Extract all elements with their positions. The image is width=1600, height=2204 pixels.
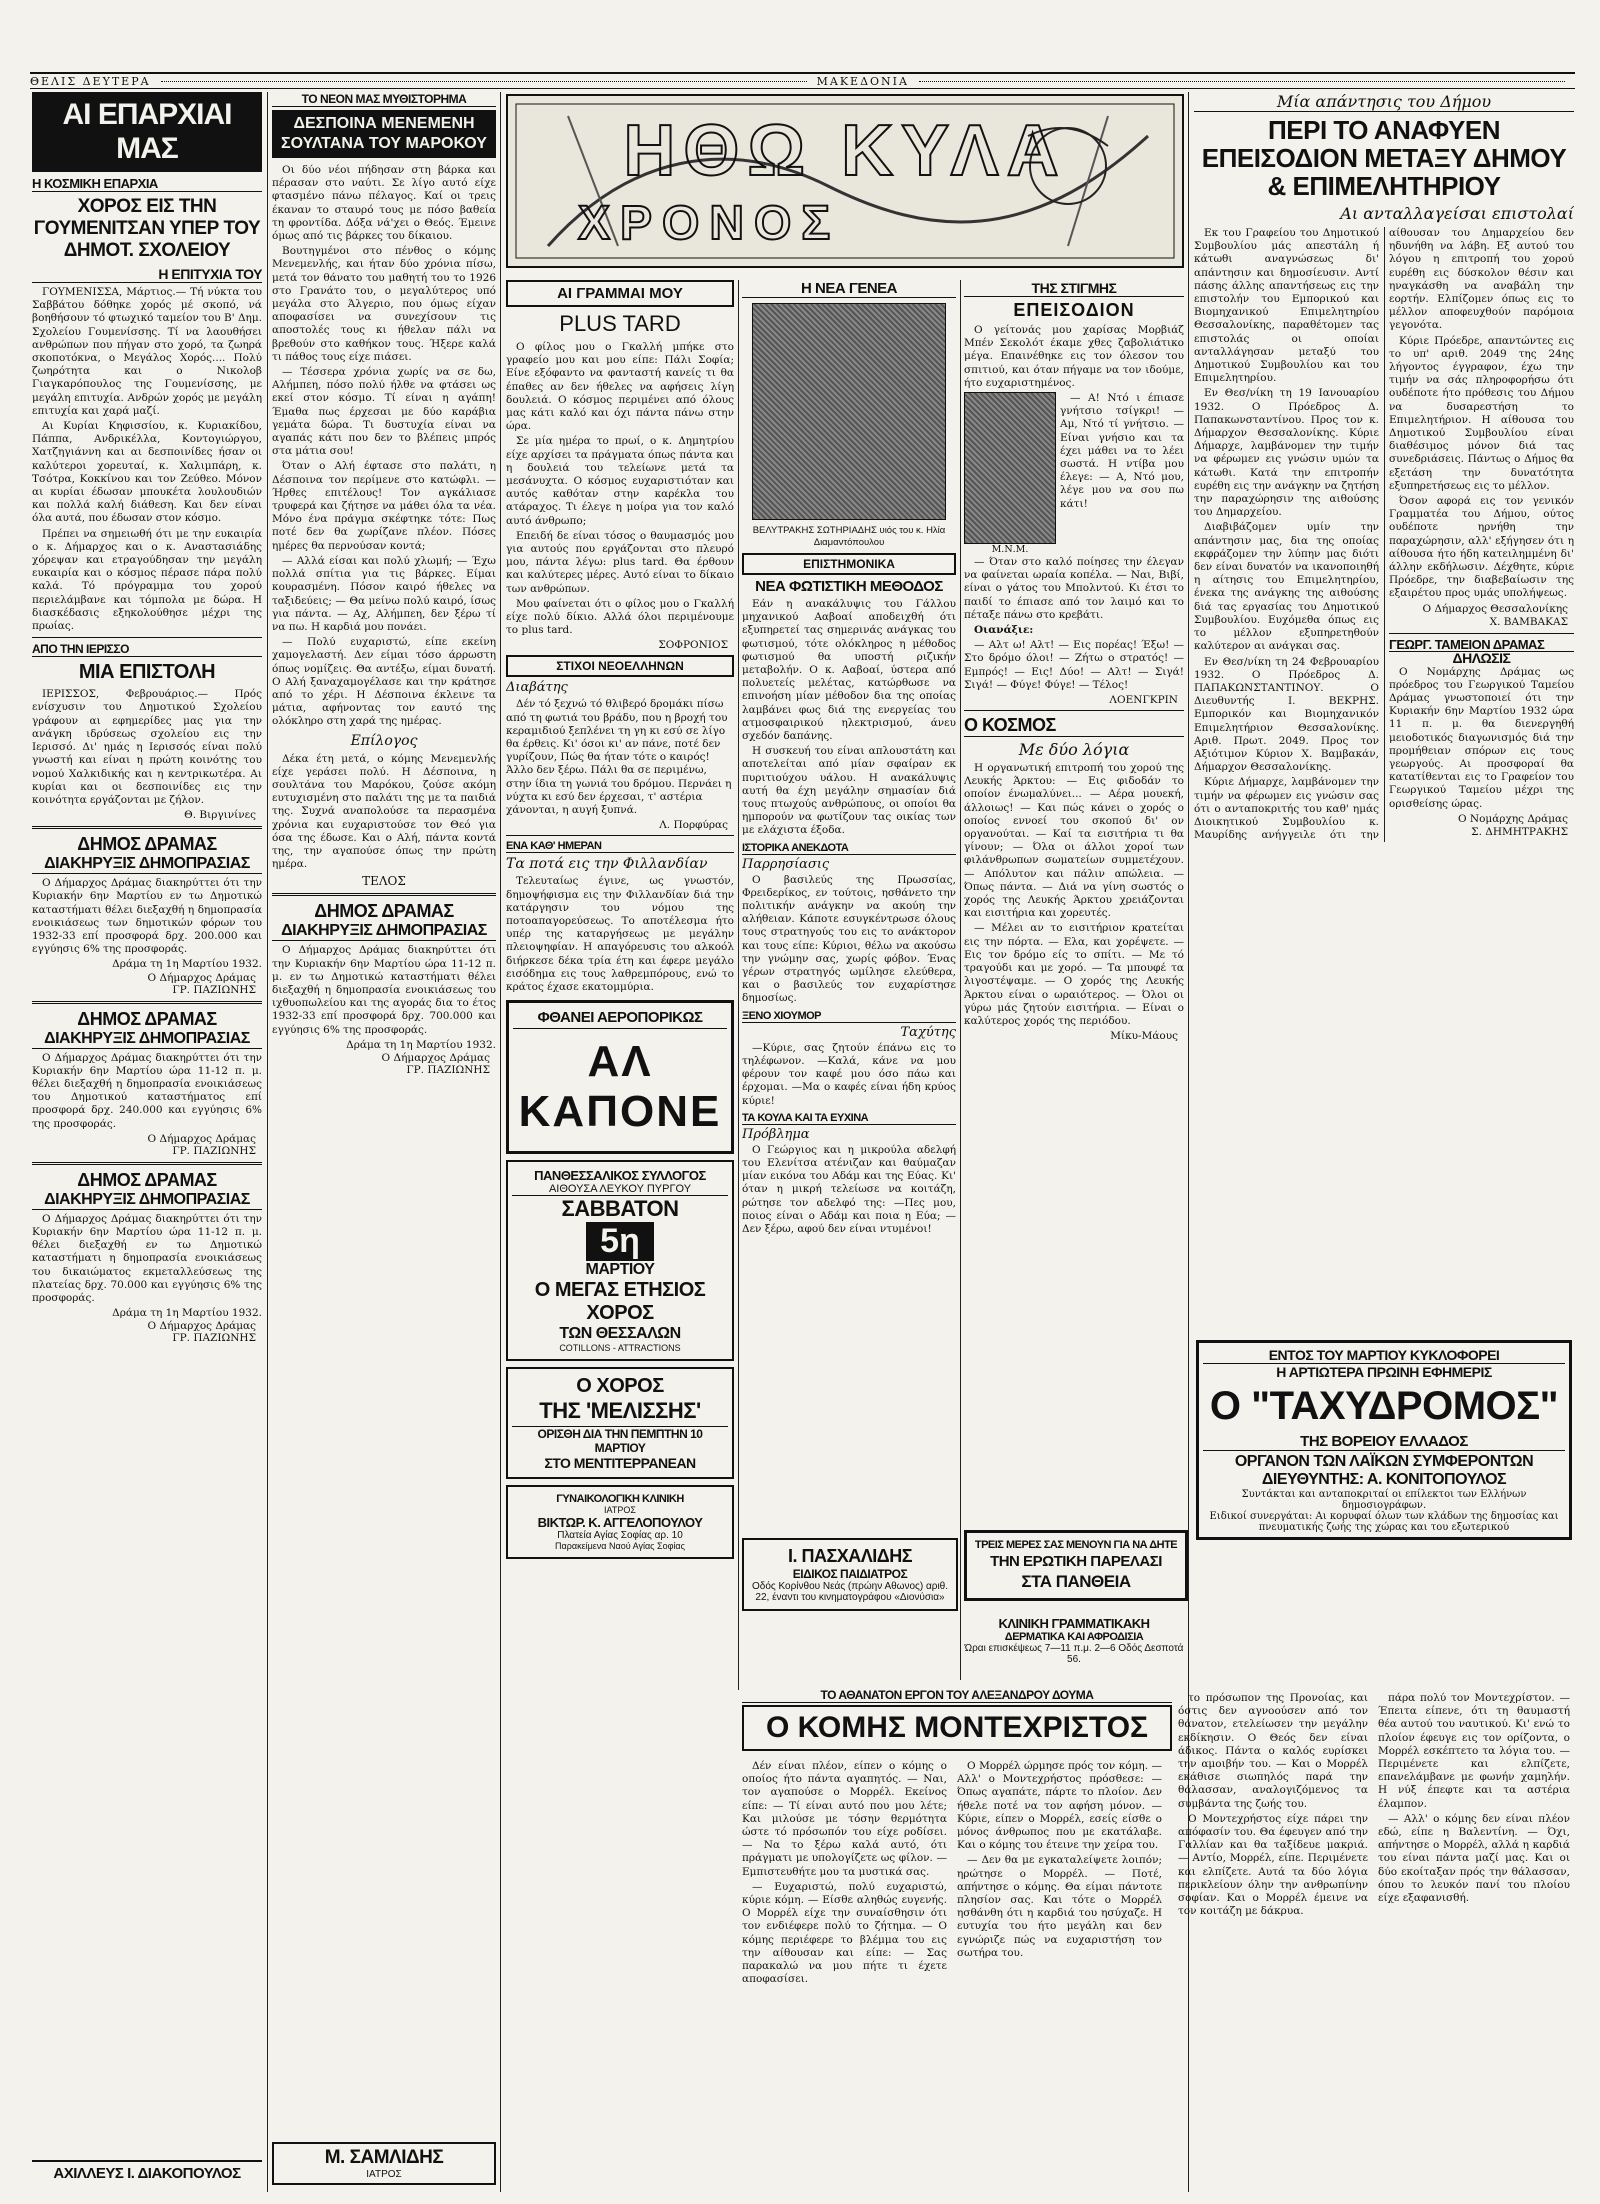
column-rule (500, 92, 501, 2192)
ad-venue: ΣΤΑ ΠΑΝΘΕΙΑ (1021, 1572, 1131, 1591)
signature: ΓΡ. ΠΑΖΙΩΝΗΣ (172, 1332, 256, 1345)
paragraph: Η οργανωτική επιτροπή του χορού της Λευκής Άρκτου: — Εις φιδοδάν το οποίον ένωμαλύνει... — Αέρα μουεκή, άλλοιως! — Και πώς κάνει ο χορός ο οποίος εννοεί του σκοπού δι' ον οργανούται. — Καί τα εισιτήρια τι θα γίνουν; — Όλα οι άλλοι χοροί των φιλάνθρωπων σωματείων συμμετέχουν. — Απόλυτον και πάλιν απώλεια. — Όπως πάντα. — Διά να γίνη σωστός ο χορός της Λευκής Άρκτου χρειάζονται και εισιτήρια και χορευτές. (964, 762, 1184, 920)
list-heading: Οιανάξιε: (974, 624, 1034, 637)
poem-text: Δέν τό ξεχνώ τό θλιβερό δρομάκι πίσω από τη φωτιά του βράδυ, που η βροχή του κεραμιδιού ξεπλένει τη γη κι εσύ σε λίγο θα έρθεις. Κι' όσοι κι' αν πάνε, ποτέ δεν γυρίζουν, Πώς θα ήταν τότε ο καιρός! Άλλο δεν ξέρω. Πάλι θα σε περιμένω, στην ίδια τη γωνιά του δρόμου. Περνάει η νύχτα κι εσύ δεν έρχεσαι, τ' αστέρια χάνονται, η αυγή ξυπνά. (506, 698, 732, 817)
ad-organ: ΟΡΓΑΝΟΝ ΤΩΝ ΛΑΪΚΩΝ ΣΥΜΦΕΡΟΝΤΩΝ (1234, 1453, 1534, 1470)
ad-name: ΒΙΚΤΩΡ. Κ. ΑΓΓΕΛΟΠΟΥΛΟΥ (537, 1515, 703, 1531)
public-notice (272, 901, 496, 1076)
signature: Ο Δήμαρχος Δράμας (147, 1320, 256, 1333)
ad-top-line: ΕΝΤΟΣ ΤΟΥ ΜΑΡΤΙΟΥ ΚΥΚΛΟΦΟΡΕΙ (1203, 1347, 1565, 1364)
article-headline: Με δύο λόγια (1018, 740, 1130, 760)
paragraph: Αι Κυρίαι Κηφισσίου, κ. Κυριακίδου, Πάππα, Ανδρικέλλα, Κοντογιώργου, Χατζηγιάννη και αι δεσποινίδες ήσαν οι καλύτεροι χορευταί, κ. Χαλιμπάρη, κ. Τσότρα, Κοκκίνου και τον Ζεύθεο. Μόνον αι κυρίαι έδωσαν μπουκέτα λουλουδιών και πολλά καλή διάθεση. Και δεν είναι όλα αυτά, που έδωσαν στον κόσμο. (32, 420, 262, 525)
section-label: ΓΕΩΡΓ. ΤΑΜΕΙΟΝ ΔΡΑΜΑΣ (1389, 638, 1574, 652)
paragraph: Κύριε Πρόεδρε, απαντώντες εις το υπ' αριθ. 2049 της 24ης λήγοντος έγγραφον, έχω την τιμήν να σάς πληροφορήσω ότι ουδέποτε ήτο πρόθεσις του Δήμου να δυσαρεστήση το Επιμελητήριον. Η αίθουσα του Δημοτικού Συμβουλίου είναι διαθέσιμος μόνον διά τας συνεδριάσεις. Πάντως ο Δήμος θα εξετάση την δυνατότητα εξυπηρετήσεως εις το μέλλον. (1389, 334, 1574, 492)
notice-subtitle: ΔΙΑΚΗΡΥΞΙΣ ΔΗΜΟΠΡΑΣΙΑΣ (32, 1030, 262, 1049)
section-label: ΤΑ ΚΟΥΛΑ ΚΑΙ ΤΑ ΕΥΧΙΝΑ (742, 1112, 956, 1125)
article-body (742, 1144, 956, 1236)
ad-event: Ο ΜΕΓΑΣ ΕΤΗΣΙΟΣ ΧΟΡΟΣ (534, 1279, 706, 1325)
public-notice (32, 1170, 262, 1345)
column-rule (960, 280, 961, 1680)
ad-venue: ΑΙΘΟΥΣΑ ΛΕΥΚΟΥ ΠΥΡΓΟΥ (512, 1183, 728, 1196)
signature: Λ. Πορφύρας (659, 819, 728, 832)
paragraph: Κύριε Δήμαρχε, λαμβάνομεν την τιμήν να φέρωμεν εις γνώσιν σας ότι ο ανταποκριτής του καθ' ημάς Διοικητικού Συμβουλίου κ. Μαυρίδης ανήγγειλε ότι την αίθουσαν του Δημαρχείου δεν ηδυνήθη να λάβη. Εξ αυτού του λόγου η επιτροπή του χορού ευρέθη εις δύσκολον θέσιν και ηναγκάσθη να αναβάλη την εορτήν. Ελπίζομεν όπως εις το μέλλον αποφευχθούν παρόμοια γεγονότα. (1194, 227, 1574, 842)
paragraph: Επειδή δε είναι τόσος ο θαυμασμός μου για αυτούς που εργάζονται στο πλευρό μου, πάντα λέγω: plus tard. Θα έρθουν και καλύτερες μέρες. Αυτό είναι το δίκαιο των ανθρώπων. (506, 529, 734, 595)
notice-title: ΔΗΜΟΣ ΔΡΑΜΑΣ (77, 1169, 217, 1190)
article-kicker: Η ΕΠΙΤΥΧΙΑ ΤΟΥ (32, 266, 262, 283)
paragraph: Η συσκευή του είναι απλουστάτη και αποτελείται από μίαν σφαίραν εκ πυριτιούχου υάλου. Η ανακάλυψις αυτή θα έχη μεγάλην σημασίαν διά τους πτωχούς ανθρώπους, οι οποίοι θα ημπορούν να φωτίζουν τας οικίας των με ελάχιστα έξοδα. (742, 745, 956, 837)
ad-subtitle: ΔΕΡΜΑΤΙΚΑ ΚΑΙ ΑΦΡΟΔΙΣΙΑ (1004, 1631, 1144, 1643)
serial-column (1378, 1692, 1570, 1907)
paragraph: Σε μία ημέρα το πρωί, ο κ. Δημητρίου είχε αρχίσει τα πράγματα όπως πάντα και η δουλειά του τελείωνε μετά τα μεσάνυχτα. Ο κόσμος ευχαριστιόταν και αυτός καθόταν στην καρέκλα του ατάραχος. Τι έλεγε η μοίρα για τον καλό αυτό άνθρωπο; (506, 435, 734, 527)
ad-subtitle: ΟΡΙΣΘΗ ΔΙΑ ΤΗΝ ΠΕΜΠΤΗΝ 10 ΜΑΡΤΙΟΥ (512, 1426, 728, 1455)
paragraph: Βουτηγμένοι στο πένθος ο κόμης Μενεμενλής, και ήταν δύο χρόνια πίσω, μετά τον θάνατο του μαθητή του το 1926 στο Γρανάτο του, ο μεγαλύτερος υπό μεγάλα στο Άλγεριο, που όμως είχαν αποφασίσει να συνεχίσουν τις αποστολές τους κι ήθελαν πάλι να βρεθούν στο καθήκον τους. Ήξερε καλά τι πάθος τους είχε πιάσει. (272, 245, 496, 363)
column-5 (964, 280, 1184, 1510)
notice-title: ΔΗΜΟΣ ΔΡΑΜΑΣ (77, 834, 217, 855)
ad-address: Οδός Κορίνθου Νεάς (πρώην Αθωνος) αριθ. 22, έναντι του κινηματογράφου «Διονύσια» (751, 1581, 949, 1603)
notice-date: Δράμα τη 1η Μαρτίου 1932. (112, 958, 262, 971)
article-body (742, 874, 956, 1006)
ad-day: ΣΑΒΒΑΤΟΝ (561, 1196, 679, 1222)
article-headline: ΜΙΑ ΕΠΙΣΤΟΛΗ (78, 661, 216, 684)
paragraph: — Όταν στο καλό ποίησες την έλεγαν να φαίνεται ωραία κοπέλα. — Ναι, Βιβί, είναι ο γάτος του Μπολντού. Κι έτσι το παιδί το έπιασε από τον λαιμό και το πέταξε πάνω στο κρεβάτι. (964, 556, 1184, 621)
serial-body (272, 753, 496, 872)
column-6 (1194, 92, 1574, 1332)
paragraph: ΓΟΥΜΕΝΙΣΣΑ, Μάρτιος.— Τή νύκτα του Σαββάτου δόθηκε χορός μέ σκοπό, νά βοηθήσουν τό φτωχικό ταμείον του Β' Δημ. Σχολείου Γουμενίσσης. Τί να λαουθήσει ανθρώπων που πήγαν στο χορό, τα ζωηρά σκοποτόκνα, ο Μεγάλος Χορός.... Πολύ ζωηρότητα και ο Νικολοβ Γιαγκαρόπουλος της Γουμενίσσης, με μεγάλη επιτυχία. Ανδρών χορός με μεγάλη επιτυχία και χαρά μαζί. (32, 286, 262, 417)
photo-caption: Μ.Ν.Μ. (991, 544, 1029, 556)
paragraph: Ο Δήμαρχος Δράμας διακηρύττει ότι την Κυριακήν 6ην Μαρτίου ώρα 11-12 π. μ. θέλει διεξαχθή εν τω Δημοτικώ καταστήματι η δημοπρασία ενοικιάσεως του δικαιώματος εκμεταλλεύσεως της πλατείας δρχ. 70.000 και εγγύησις 6% της προσφοράς. (32, 1212, 262, 1304)
pediatrician-ad (742, 1538, 958, 1611)
paragraph: Εκ του Γραφείου του Δημοτικού Συμβουλίου μάς απεστάλη ή κάτωθι αναγνώσεως δι' απάντησιν και δημοσίευσιν. Αντί πάσης άλλης απαντήσεως εις την επιστολήν του Εμπορικού και Βιομηχανικού Επιμελητηρίου Θεσσαλονίκης, παραθέτομεν τας επιστολάς οι οποίαι ανταλλάγησαν μεταξύ του Δημοτικού Συμβουλίου και του Επιμελητηρίου. (1194, 227, 1379, 385)
masthead-left: ΘΕΛΙΣ ΔΕΥΤΕΡΑ (30, 74, 151, 88)
article-headline: Ταχύτης (900, 1024, 956, 1040)
article-headline: ΕΠΕΙΣΟΔΙΟΝ (1013, 300, 1135, 320)
paragraph: — Πολύ ευχαριστώ, είπε εκείνη χαμογελαστή. Δεν είμαι τόσο άρρωστη όπως νομίζεις. Θα αντέξω, είμαι δυνατή. Ο Αλή ξαναχαμογέλασε και την κράτησε από το χέρι. Η Δέσποινα έκλεινε τα μάτια, αφήνοντας τον εαυτό της ολόκληρο στη χαρά της ημέρας. (272, 636, 496, 728)
signature: Ο Δήμαρχος Δράμας (147, 971, 256, 984)
paragraph: — Αλλά είσαι και πολύ χλωμή; — Έχω πολλά σπίτια για τις βάρκες. Είμαι κουρασμένη. Πόσον καιρό ήθελες να ταξιδεύεις; — Θα μείνω πολύ καιρό, ίσως για πάντα. — Αχ, Αλήμπεη, δεν ξέρω τί να πω. Η καρδιά μου πονάει. (272, 554, 496, 633)
article-body (32, 286, 262, 633)
dance-ad-melissa (506, 1367, 734, 1479)
paragraph: Ο βασιλεύς της Πρωσσίας, Φρειδερίκος, εν τούτοις, ησθάνετο την πολιτικήν ανάγκην να ακούη την αλήθειαν. Κάποτε εσυγκέντρωσε όλους τους στρατηγούς του εις το ανάκτορον και τους είπε: Κύριοι, θέλω να ακούσω την γνώμην σας, χωρίς φόβον. Ένας γέρων στρατηγός ωμίλησε ελεύθερα, και ο βασιλεύς τον ευχαρίστησε δημοσίως. (742, 873, 956, 1005)
article-headline: PLUS TARD (559, 311, 681, 336)
paragraph: Οι δύο νέοι πήδησαν στη βάρκα και πέρασαν στο ναύτι. Σε λίγο αυτό είχε φτασμένο πάνω πέλαγος. Καί οι τρεις έκαναν το σταυρό τους με πόσο βαθεία τη φροντίδα. Δόξα νά'χει ο Θεός. Έμεινε όμως από τις βάρκες του δίκαιου. (272, 164, 496, 243)
ad-top-line: ΤΡΕΙΣ ΜΕΡΕΣ ΣΑΣ ΜΕΝΟΥΝ ΓΙΑ ΝΑ ΔΗΤΕ (974, 1539, 1178, 1551)
paragraph: — Δεν θα με εγκαταλείψετε λοιπόν; ηρώτησε ο Μορρέλ. — Ποτέ, απήντησε ο κόμης. Θα είμαι πάντοτε πλησίον σας. Και τότε ο Μορρέλ ησθάνθη ότι η καρδιά του ησύχαζε. Η ευτυχία του ήτο μεγάλη και δεν εγνώριζε πώς να ευχαριστήση τον σωτήρα του. (957, 1854, 1162, 1959)
paragraph: Ο Γεώργιος και η μικρούλα αδελφή του Ελενίτσα ατένιζαν και θαύμαζαν μίαν εικόνα του Αδάμ και της Εύας. Κι' όταν η μικρή τελείωσε να κοιτάζη, ρώτησε τον αδελφό της: —Πες μου, ποιος είναι ο Αδάμ και ποια η Εύα; —Δεν ξέρω, αφού δεν είναι ντυμένοι! (742, 1143, 956, 1235)
paragraph: — Τέσσερα χρόνια χωρίς να σε δω, Αλήμπεη, πόσο πολύ ήλθε να φτάσει ως εκεί στον κόσμο. Τί είναι η αγάπη! Έμαθα πως έρχεσαι με δύο καράβια γεμάτα δώρα. Τι δυστυχία είναι να αγαπάς κάτι που δεν το βλέπεις μπρός στα μάτια σου! (272, 366, 496, 458)
section-label: ΙΣΤΟΡΙΚΑ ΑΝΕΚΔΟΤΑ (742, 842, 956, 855)
epilogue-heading: Επίλογος (350, 732, 418, 749)
column-2 (272, 92, 496, 2202)
paragraph: ΙΕΡΙΣΣΟΣ, Φεβρουάριος.— Πρός ενίσχυσιν του Δημοτικού Σχολείου γράφουν αι εφημερίδες μας για την ανάγκη ιδρύσεως σχολείου εις την Ιερισσό. Δι' ημάς η Ιερισσός είναι πολύ γνωστή και είναι η πρώτη κοινότης του νομού Χαλκιδικής και η κεντρικωτέρα. Αι κυρίαι και οι δεσποινίδες εις την κοινότητα εργάζονται με ζήλον. (32, 688, 262, 806)
signature: Χ. ΒΑΜΒΑΚΑΣ (1489, 615, 1568, 628)
article-body (1194, 227, 1574, 842)
signature: Ο Δήμαρχος Δράμας (381, 1051, 490, 1064)
ad-main-title: ΑΛ ΚΑΠΟΝΕ (518, 1037, 722, 1137)
film-ad-erotic-parade (964, 1530, 1188, 1601)
column-rule (738, 280, 739, 1690)
notice-date: Δράμα τη 1η Μαρτίου 1932. (346, 1038, 496, 1051)
article-headline: ΔΗΛΩΣΙΣ (1452, 650, 1511, 667)
section-heading: Ο ΚΟΣΜΟΣ (964, 715, 1184, 737)
article-body (506, 875, 734, 994)
article-headline: Πρόβλημα (742, 1126, 810, 1142)
ad-main-title: ΤΗΣ 'ΜΕΛΙΣΣΗΣ' (539, 1398, 701, 1424)
ad-org: ΠΑΝΘΕΣΣΑΛΙΚΟΣ ΣΥΛΛΟΓΟΣ (534, 1168, 706, 1184)
paragraph: Όταν ο Αλή έφτασε στο παλάτι, η Δέσποινα τον περίμενε στο κατώφλι. — Ήρθες επιτέλους! Τον αγκάλιασε τρυφερά και ζήτησε να μάθει όλα τα νέα. Μόνο ένα πράγμα σκέφτηκε τότε: Πως ποτέ δεν θα χωρίζανε πλέον. Πόσες ημέρες θα περνούσαν κοντά; (272, 460, 496, 552)
masthead-title: ΜΑΚΕΔΟΝΙΑ (816, 74, 909, 88)
paragraph: Ο Μοντεχρήστος είχε πάρει την απόφασίν του. Θα έφευγεν από την Γαλλίαν και θα ταξίδευε μακριά. — Αντίο, Μορρέλ, είπε. Περιμένετε και ελπίζετε. Αυτά τα δύο λόγια περικλείουν όλην την ανθρωπίνην σοφίαν. Και ο Μορρέλ έμεινε να τον κοιτάζη με δάκρυα. (1178, 1812, 1368, 1918)
end-label: ΤΕΛΟΣ (362, 874, 406, 889)
notice-title: ΔΗΜΟΣ ΔΡΑΜΑΣ (314, 901, 454, 922)
paragraph: — Α! Ντό ι έπιασε γνήτσιο τσίγκρι! — Αμ, Ντό τί γνήτσιο. — Είναι γνήσιο και τα έχει μάθει να το λέει σωστά. Η ντίβα μου έλεγε: — Α, Ντό μου, λέγε μου να σου πω κάτι! (1060, 392, 1184, 510)
ad-month: ΜΑΡΤΙΟΥ (585, 1261, 655, 1279)
photo-caption: ΒΕΛΥΤΡΑΚΗΣ ΣΩΤΗΡΙΑΔΗΣ υιός του κ. Ηλία Διαμαντόπουλου (752, 525, 946, 548)
paragraph: — Αλλ' ο κόμης δεν είναι πλέον εδώ, είπε η Βαλεντίνη. — Όχι, απήντησε ο Μορρέλ, αλλά η καρδιά του είναι πάντα μαζί μας. Και οι δύο εκοίταξαν πρός την θάλασσαν, όπου το λευκόν πανί του πλοίου είχε εξαφανισθή. (1378, 1812, 1570, 1905)
article-headline: Τα ποτά εις την Φιλλανδίαν (506, 856, 708, 873)
dance-ad-thessalian (506, 1160, 734, 1361)
column-rule (267, 92, 268, 2192)
paragraph: — Ευχαριστώ, πολύ ευχαριστώ, κύριε κόμη. — Είσθε αληθώς ευγενής. Ο Μορρέλ είχε την συναίσθησιν ότι τον ενδιέφερε πολύ το ζήτημα. — Ο κόμης περιέφερε το βλέμμα του εις την αίθουσαν και είπε: — Σας παρακαλώ να μου πήτε τι έχετε αποφασίσει. (742, 1880, 947, 1986)
article-headline: ΝΕΑ ΦΩΤΙΣΤΙΚΗ ΜΕΘΟΔΟΣ (755, 578, 943, 595)
dermatology-ad (964, 1616, 1184, 1665)
ad-top-line: ΓΥΝΑΙΚΟΛΟΓΙΚΗ ΚΛΙΝΙΚΗ (556, 1493, 684, 1506)
ad-director: ΔΙΕΥΘΥΝΤΗΣ: Α. ΚΟΝΙΤΟΠΟΥΛΟΣ (1261, 1471, 1507, 1488)
banner-subtitle: ΧΡΟΝΟΣ (578, 197, 841, 250)
masthead (30, 72, 1575, 89)
ad-line: Συντάκται και ανταποκριταί οι επίλεκτοι των Ελλήνων δημοσιογράφων. (1241, 1489, 1527, 1511)
paragraph: —Κύριε, σας ζητούν έπάνω εις το τηλέφωνον. —Καλά, κάνε να μου φέρουν τον καφέ μου όσο πάω και έρχομαι. —Μα ο καφές είναι ήδη κρύος κύριε! (742, 1041, 956, 1107)
paragraph: Ο γείτονάς μου χαρίσας Μορβιάζ Μπέν Σεκολότ έκαμε χθες ζαβολιάτικο μέγα. Επαινέθηκε εις τον όλεσον του σπιτιού, και όταν πήγαμε να τον ιδούμε, ήτο ευχαριστημένος. (964, 324, 1184, 389)
article-body (1060, 392, 1184, 556)
serial-title: ΔΕΣΠΟΙΝΑ ΜΕΝΕΜΕΝΗ ΣΟΥΛΤΑΝΑ ΤΟΥ ΜΑΡΟΚΟΥ (272, 110, 496, 158)
ad-top-line: ΦΘΑΝΕΙ ΑΕΡΟΠΟΡΙΚΩΣ (513, 1009, 727, 1029)
article-body (964, 762, 1184, 1028)
paragraph: Ο Νομάρχης Δράμας ως πρόεδρος του Γεωργικού Ταμείου Δράμας γνωστοποιεί ότι την Κυριακήν 6ην Μαρτίου 1932 ώρα 11 π. μ. θα διενεργηθή μειοδοτικός διαγωνισμός διά την προμήθειαν σπόρων εις τους γεωργούς. Αι προσφοραί θα κατατίθενται εις το Γραφείον του Γεωργικού Ταμείου μέχρι της ορισθείσης ώρας. (1389, 665, 1574, 810)
paragraph: Πρέπει να σημειωθή ότι με την ευκαιρία ο κ. Δήμαρχος και ο κ. Αναστασιάδης χόρεψαν και ετραγούδησαν την μεγάλη ευκαιρία και ο κόσμος πέρασε πάρα πολύ καλά. Τό πρόγραμμα του χορού περιελάμβανε και τόμπολα με δώρα. Η διασκέδασις εξηκολούθησε μέχρι της πρωίας. (32, 527, 262, 633)
serial-title: Ο ΚΟΜΗΣ ΜΟΝΤΕΧΡΙΣΤΟΣ (742, 1705, 1172, 1751)
article-body (964, 324, 1184, 390)
ad-top-line: ΚΛΙΝΙΚΗ ΓΡΑΜΜΑΤΙΚΑΚΗ (998, 1616, 1150, 1631)
ad-top-line: Ο ΧΟΡΟΣ (576, 1375, 664, 1398)
column-1 (32, 92, 262, 2202)
article-body (742, 1042, 956, 1108)
title-banner (506, 94, 1184, 268)
serial-column (742, 1760, 947, 1988)
article-headline: ΠΕΡΙ ΤΟ ΑΝΑΦΥΕΝ ΕΠΕΙΣΟΔΙΟΝ ΜΕΤΑΞΥ ΔΗΜΟΥ & ΕΠΙΜΕΛΗΤΗΡΙΟΥ (1201, 115, 1567, 201)
article-headline: Παρρησίασις (742, 856, 830, 872)
child-photo (752, 303, 946, 520)
column-4 (742, 280, 956, 1480)
column-3 (506, 280, 734, 2180)
paragraph: Μου φαίνεται ότι ο φίλος μου ο Γκαλλή είχε πολύ δίκιο. Αλλά όλοι περιμένουμε το plus tard. (506, 597, 734, 637)
signature: Ο Δήμαρχος Θεσσαλονίκης (1422, 602, 1568, 615)
serial-body (272, 164, 496, 729)
section-label: Η ΚΟΣΜΙΚΗ ΕΠΑΡΧΙΑ (32, 176, 262, 192)
ad-organizer: ΤΩΝ ΘΕΣΣΑΛΩΝ (559, 1325, 681, 1343)
column-heading: Η ΝΕΑ ΓΕΝΕΑ (742, 280, 956, 298)
ad-main-title: Ο "ΤΑΧΥΔΡΟΜΟΣ" (1209, 1384, 1559, 1428)
paragraph: Ο Δήμαρχος Δράμας διακηρύττει ότι την Κυριακήν 6ην Μαρτίου εν τω Δημοτικώ καταστήματι θέλει διεξαχθή η δημοπρασία ενοικιάσεως των δημοτικών φόρων του 1932-33 επί προσφορά δρχ. 200.000 και εγγύησις 6% της προσφοράς. (32, 877, 262, 956)
paragraph: — Μέλει αν το εισιτήριον κρατείται εις την πόρτα. — Ελα, και χορέψετε. — Εις τον δρόμο είς το σπίτι. — Με τό τραγούδι και με χορό. — Τα μπουφέ τα λιγοστέψαμε. — Ο χορός της Λευκής Άρκτου είναι ο ωραιότερος. — Όλοι οι γύρω μάς ζητούν εισιτήρια. — Είναι ο καλύτερος χορός της περιόδου. (964, 922, 1184, 1027)
ad-region: ΤΗΣ ΒΟΡΕΙΟΥ ΕΛΛΑΔΟΣ (1203, 1433, 1565, 1451)
public-notice (32, 834, 262, 995)
signature: Σ. ΔΗΜΗΤΡΑΚΗΣ (1471, 825, 1568, 838)
signature: ΓΡ. ΠΑΖΙΩΝΗΣ (406, 1063, 490, 1076)
section-heading: ΑΙ ΕΠΑΡΧΙΑΙ ΜΑΣ (32, 92, 262, 172)
notice-date: Δράμα τη 1η Μαρτίου 1932. (112, 1307, 262, 1320)
signature: ΣΟΦΡΟΝΙΟΣ (658, 639, 728, 652)
paragraph: το πρόσωπον της Προνοίας, και όστις δεν αγνοούσεν από τον θάνατον, ετελείωσεν την μεγάλην εκδίκησιν. Ο Θεός δεν είναι άδικος. Πάντα ο καλός ευρίσκει την αμοιβήν του. — Και ο Μορρέλ εκάθισε σιωπηλός παρά την θάλασσαν, αναλογιζόμενος τα συμβάντα της ζωής του. (1178, 1692, 1368, 1810)
serial-monte-cristo (742, 1688, 1574, 2198)
ad-date: 5η (586, 1222, 654, 1261)
article-headline: ΧΟΡΟΣ ΕΙΣ ΤΗΝ ΓΟΥΜΕΝΙΤΣΑΝ ΥΠΕΡ ΤΟΥ ΔΗΜΟΤ. ΣΧΟΛΕΙΟΥ (33, 196, 261, 261)
paragraph: Ο Μορρέλ ώρμησε πρός τον κόμη. — Αλλ' ο Μοντεχρήστος πρόσθεσε: — Όπως αγαπάτε, πάρτε το πλοίον. Δεν ήθελε ποτέ να τον αφήση μόνον. — Κύριε, είπεν ο Μορρέλ, εσείς είσθε ο μόνος άνθρωπος που με εκατάλαβε. Και ο κόμης του έτεινε την χείρα του. (957, 1760, 1162, 1852)
paragraph: Δέκα έτη μετά, ο κόμης Μενεμενλής είχε γεράσει πολύ. Η Δέσποινα, η σουλτάνα του Μαρόκου, ζούσε ακόμη ευτυχισμένη στο παλάτι της με τα παιδιά της. Συχνά αναπολούσε τα περασμένα χρόνια και ευχαριστούσε τον Θεό για όσα της έδωσε. Και ο Αλή, πάντα κοντά της, την αγαπούσε όπως την πρώτη ημέρα. (272, 752, 496, 871)
ad-subtitle: ΙΑΤΡΟΣ (604, 1505, 636, 1516)
article-subtitle: Αι ανταλλαγείσαι επιστολαί (1340, 204, 1574, 223)
paragraph: Εν Θεσ/νίκη τη 19 Ιανουαρίου 1932. Ο Πρόεδρος Δ. Παπακωνσταντίνου. Προς τον κ. Δήμαρχον Θεσσαλονίκης. Κύριε Δήμαρχε, λαμβάνομεν την τιμήν να φέρωμεν εις γνώσιν υμών τα κάτωθι. Κατά την επιτροπήν ευρέθη εις την ανάγκην να ζητήση την παραχώρησιν της αιθούσης του Δημαρχείου. (1194, 387, 1379, 519)
paragraph: Τελευταίως έγινε, ως γνωστόν, δημοψήφισμα εις την Φιλλανδίαν διά την κατάργησιν του νόμου της ποτοαπαγορεύσεως. Το αποτέλεσμα ήτο υπέρ της καταργήσεως με μεγάλην πλειοψηφίαν. Η απαγόρευσις του αλκοόλ διήρκεσε δέκα τρία έτη και έφερε μεγάλο εισόδημα εις τους λαθρεμπόρους, ενώ το κράτος έχασε εκατομμύρια. (506, 875, 734, 993)
serial-column (957, 1760, 1162, 1962)
ad-extra: Παρακείμενα Ναού Αγίας Σοφίας (555, 1541, 685, 1552)
paragraph: Διαβιβάζομεν υμίν την απάντησιν μας, δια της οποίας εκφράζομεν την λύπην μας διότι δεν είναι δυνατόν να ικανοποιηθή η αίτησις του Επιμελητηρίου, ένεκα της ανάγκης της αιθούσης διά τας εργασίας του Δημοτικού Συμβουλίου. Ευχόμεθα όπως εις το μέλλον εξυπηρετηθούν καλύτερον αι ανάγκαι σας. (1194, 521, 1379, 653)
column-heading: ΑΙ ΓΡΑΜΜΑΙ ΜΟΥ (506, 280, 734, 307)
article-kicker: Μία απάντησις του Δήμου (1194, 92, 1574, 112)
doctor-ad (272, 2142, 496, 2185)
ad-address: Ώραι επισκέψεως 7—11 π.μ. 2—6 Οδός Δεσποτά 56. (964, 1643, 1184, 1665)
film-ad-al-capone (506, 1000, 734, 1154)
ad-subtitle: ΙΑΤΡΟΣ (366, 2169, 402, 2180)
notice-subtitle: ΔΙΑΚΗΡΥΞΙΣ ΔΗΜΟΠΡΑΣΙΑΣ (272, 922, 496, 941)
ad-line: Ειδικοί συνεργάται: Αι κορυφαί όλων των κλάδων της δημοσίας και πνευματικής ζωής της χώρας και του εξωτερικού (1209, 1511, 1559, 1533)
signature: ΓΡ. ΠΑΖΙΩΝΗΣ (172, 1144, 256, 1157)
newspaper-ad-tachydromos (1196, 1340, 1572, 1540)
serial-kicker: ΤΟ ΝΕΟΝ ΜΑΣ ΜΥΘΙΣΤΟΡΗΜΑ (272, 92, 496, 107)
poem-title: Διαβάτης (506, 680, 568, 696)
ad-extra: COTILLONS - ATTRACTIONS (559, 1343, 681, 1354)
signature: ΛΟΕΝΓΚΡΙΝ (1109, 694, 1178, 707)
paragraph: Εάν η ανακάλυψις του Γάλλου μηχανικού Ααβοαί αποδειχθή ότι εξυπηρετεί τας σημερινάς ανάγκας του φωτισμού, τότε ολόκληρος η μέθοδος φωτισμού θα υποστή ριζικήν μεταβολήν. Ο κ. Ααβοαί, ύστερα από πολυετείς μελέτας, κατώρθωσε να επινοήση μίαν μέθοδον δια της οποίας λαμβάνει φως διά της ενεργείας του ατμοσφαιρικού ηλεκτρισμού, άνευ σχεδόν δαπάνης. (742, 598, 956, 743)
signature: Ο Νομάρχης Δράμας (1457, 812, 1568, 825)
list-body: — Αλτ ω! Αλτ! — Εις πορέας! Έξω! — Στο δρόμο όλοι! — Ζήτω ο στρατός! — Εμπρός! — Εις! Δύο! — Αλτ! — Σιγά! Σιγά! — Φύγε! Φύγε! — Τέλος! (964, 639, 1184, 691)
serial-column (1178, 1692, 1368, 1920)
ad-subtitle: ΕΙΔΙΚΟΣ ΠΑΙΔΙΑΤΡΟΣ (792, 1567, 908, 1581)
column-heading: ΤΗΣ ΣΤΙΓΜΗΣ (964, 280, 1184, 297)
notice-subtitle: ΔΙΑΚΗΡΥΞΙΣ ΔΗΜΟΠΡΑΣΙΑΣ (32, 1191, 262, 1210)
public-notice (32, 1009, 262, 1157)
section-label: ΞΕΝΟ ΧΙΟΥΜΟΡ (742, 1010, 956, 1023)
ad-name: Ι. ΠΑΣΧΑΛΙΔΗΣ (787, 1546, 913, 1566)
signature: Μίκυ-Μάους (1110, 1030, 1178, 1043)
article-body (32, 688, 262, 807)
column-label: ΕΝΑ ΚΑΘ' ΗΜΕΡΑΝ (506, 840, 734, 853)
ad-main-title: ΤΗΝ ΕΡΩΤΙΚΗ ΠΑΡΕΛΑΣΙ (990, 1553, 1162, 1570)
signature: Ο Δήμαρχος Δράμας (147, 1132, 256, 1145)
paragraph: Όσον αφορά εις τον γενικόν Γραμματέα του Δήμου, ούτος ουδέποτε ηρνήθη την παραχώρησιν, αλλ' εξήγησεν ότι η αίθουσα ήτο ήδη κατειλημμένη δι' άλλην εκδήλωσιν. Δέχθητε, κύριε Πρόεδρε, την διαβεβαίωσιν της εξαιρέτου προς υμάς υπολήψεως. (1389, 495, 1574, 600)
paragraph: Εν Θεσ/νίκη τη 24 Φεβρουαρίου 1932. Ο Πρόεδρος Δ. ΠΑΠΑΚΩΝΣΤΑΝΤΙΝΟΥ. Ο Διευθυντής Ι. ΒΕΚΡΗΣ. Εμπορικόν και Βιομηχανικόν Επιμελητήριον Θεσσαλονίκης. Αριθ. Πρωτ. 2049. Προς τον Αξιότιμον Κύριον Χ. Βαμβακάν, Δήμαρχον Θεσσαλονίκης. (1194, 655, 1379, 774)
paragraph: Δέν είναι πλέον, είπεν ο κόμης ο οποίος ήτο πάντα αγαπητός. — Ναι, τον αγαπούσε ο Μορρέλ. Εκείνος είπε: — Τί είναι αυτό που μου λέτε; Και μιλούσε με τόσην θερμότητα ώστε τό πρόσωπόν του είχε ροδίσει. — Να το ξέρω καλά αυτό, ότι πράγματι με υπολογίζετε ως φίλον. — Εμπιστευθήτε μου τα μυστικά σας. (742, 1760, 947, 1878)
notice-subtitle: ΔΙΑΚΗΡΥΞΙΣ ΔΗΜΟΠΡΑΣΙΑΣ (32, 855, 262, 874)
section-label: ΑΠΟ ΤΗΝ ΙΕΡΙΣΣΟ (32, 642, 262, 657)
signature: ΓΡ. ΠΑΖΙΩΝΗΣ (172, 983, 256, 996)
clinic-ad (506, 1485, 734, 1559)
ad-name: Μ. ΣΑΜΛΙΔΗΣ (324, 2147, 444, 2168)
signature: Θ. Βιργινίνες (184, 809, 256, 822)
ad-venue: ΣΤΟ ΜΕΝΤΙΤΕΡΡΑΝΕΑΝ (544, 1455, 696, 1472)
poem-body (506, 698, 734, 817)
paragraph: Ο Δήμαρχος Δράμας διακηρύττει ότι την Κυριακήν 6ην Μαρτίου ώρα 11-12 π. μ. θέλει διεξαχθή η δημοπρασία ενοικιάσεως του Δημοτικού καταστήματος επί προσφορά δρχ. 240.000 και εγγύησις 6% της προσφοράς. (32, 1051, 262, 1130)
serial-kicker: ΤΟ ΑΘΑΝΑΤΟΝ ΕΡΓΟΝ ΤΟΥ ΑΛΕΞΑΝΔΡΟΥ ΔΟΥΜΑ (742, 1688, 1172, 1703)
portrait-photo (964, 392, 1056, 544)
article-body (964, 556, 1184, 692)
paragraph: πάρα πολύ τον Μοντεχρίστον. — Έπειτα είπενε, ότι τη θαυμαστή θέα αυτού του ναυτικού. Κι' ενώ το πλοίον έφευγε εις τον ορίζοντα, ο Μορρέλ εσκέπτετο τα λόγια του. — Περιμένετε και ελπίζετε, επανελάμβανε με φωνήν χαμηλήν. Η νύξ έπεφτε και τα αστέρια έλαμπον. (1378, 1692, 1570, 1810)
ad-subtitle: Η ΑΡΤΙΩΤΕΡΑ ΠΡΩΙΝΗ ΕΦΗΜΕΡΙΣ (1276, 1364, 1492, 1380)
banner-title: ΗΘΩ ΚΥΛΑ (623, 111, 1067, 191)
article-body (742, 598, 956, 838)
paragraph: Ο φίλος μου ο Γκαλλή μπήκε στο γραφείο μου και μου είπε: Πάλι Σοφία; Είνε εξόφαντο να φανταστή κανείς τι θα έπαθες αν δεν ήθελες να αφήσεις λίγη δουλειά. Ο κόσμος περιμένει από όλους μας κάτι καλό και όχι πάντα πάνω στην ώρα. (506, 341, 734, 433)
bottom-ad: ΑΧΙΛΛΕΥΣ Ι. ΔΙΑΚΟΠΟΥΛΟΣ (32, 2160, 262, 2182)
notice-title: ΔΗΜΟΣ ΔΡΑΜΑΣ (77, 1008, 217, 1029)
poem-heading: ΣΤΙΧΟΙ ΝΕΟΕΛΛΗΝΩΝ (506, 655, 734, 677)
article-body (506, 341, 734, 637)
paragraph: Ο Δήμαρχος Δράμας διακηρύττει ότι την Κυριακήν 6ην Μαρτίου ώρα 11-12 π. μ. εν τω Δημοτικώ καταστήματι θέλει διεξαχθή η δημοπρασία ενοικιάσεως του ιχθυοπωλείου και της αγοράς δια το έτος 1932-33 επί προσφορά δρχ. 700.000 και εγγύησις 6% της προσφοράς. (272, 944, 496, 1036)
ad-address: Πλατεία Αγίας Σοφίας αρ. 10 (557, 1530, 683, 1542)
section-heading: ΕΠΙΣΤΗΜΟΝΙΚΑ (742, 553, 956, 575)
